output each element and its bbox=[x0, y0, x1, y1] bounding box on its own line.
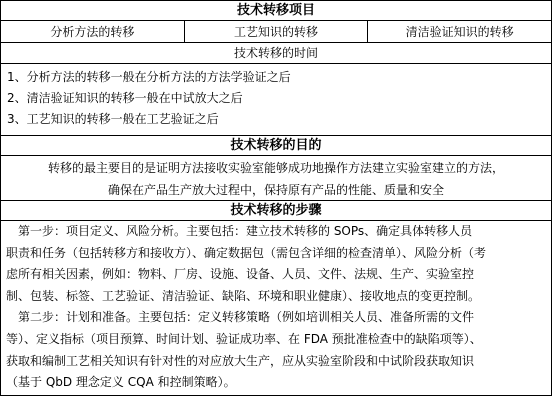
purpose-text bbox=[1, 156, 551, 201]
steps-line-8: （基于 QbD 理念定义 CQA 和控制策略）。 bbox=[6, 375, 236, 390]
timing-list bbox=[1, 64, 551, 136]
steps-heading: 技术转移的步骤 bbox=[1, 201, 551, 221]
steps-line-3: 虑所有相关因素，例如：物料、厂房、设施、设备、人员、文件、法规、生产、实验室控 bbox=[6, 267, 475, 282]
timing-item-3: 3、工艺知识的转移一般在工艺验证之后 bbox=[7, 112, 219, 126]
table-title: 技术转移项目 bbox=[1, 1, 551, 21]
purpose-heading: 技术转移的目的 bbox=[1, 136, 551, 156]
steps-line-5: 第二步：计划和准备。主要包括：定义转移策略（例如培训相关人员、准备所需的文件 bbox=[18, 310, 475, 325]
steps-line-7: 获取和编制工艺相关知识有针对性的对应放大生产，应从实验室阶段和中试阶段获取知识 bbox=[6, 353, 475, 368]
timing-item-1: 1、分析方法的转移一般在分析方法的方法学验证之后 bbox=[7, 70, 291, 84]
transfer-type-row bbox=[1, 21, 551, 43]
steps-body bbox=[1, 221, 551, 395]
steps-line-4: 制、包装、标签、工艺验证、清洁验证、缺陷、环境和职业健康）、接收地点的变更控制。 bbox=[6, 288, 481, 303]
steps-line-1: 第一步：项目定义、风险分析。主要包括：建立技术转移的 SOPs、确定具体转移人员 bbox=[18, 224, 473, 238]
column-cleaning-validation: 清洁验证知识的转移 bbox=[367, 21, 551, 43]
timing-item-2: 2、清洁验证知识的转移一般在中试放大之后 bbox=[7, 91, 243, 105]
purpose-line-2: 确保在产品生产放大过程中，保持原有产品的性能、质量和安全 bbox=[107, 183, 444, 197]
column-analytical-method: 分析方法的转移 bbox=[50, 25, 135, 39]
timing-heading: 技术转移的时间 bbox=[1, 43, 551, 64]
steps-line-6: 等）、定义指标（项目预算、时间计划、验证成功率、在 FDA 预批准检查中的缺陷项等）、 bbox=[6, 331, 482, 346]
steps-line-2: 职责和任务（包括转移方和接收方）、确定数据包（需包含详细的检查清单）、风险分析（考 bbox=[6, 245, 487, 260]
column-process-knowledge: 工艺知识的转移 bbox=[184, 21, 368, 43]
purpose-line-1: 转移的最主要目的是证明方法接收实验室能够成功地操作方法建立实验室建立的方法， bbox=[47, 161, 504, 175]
